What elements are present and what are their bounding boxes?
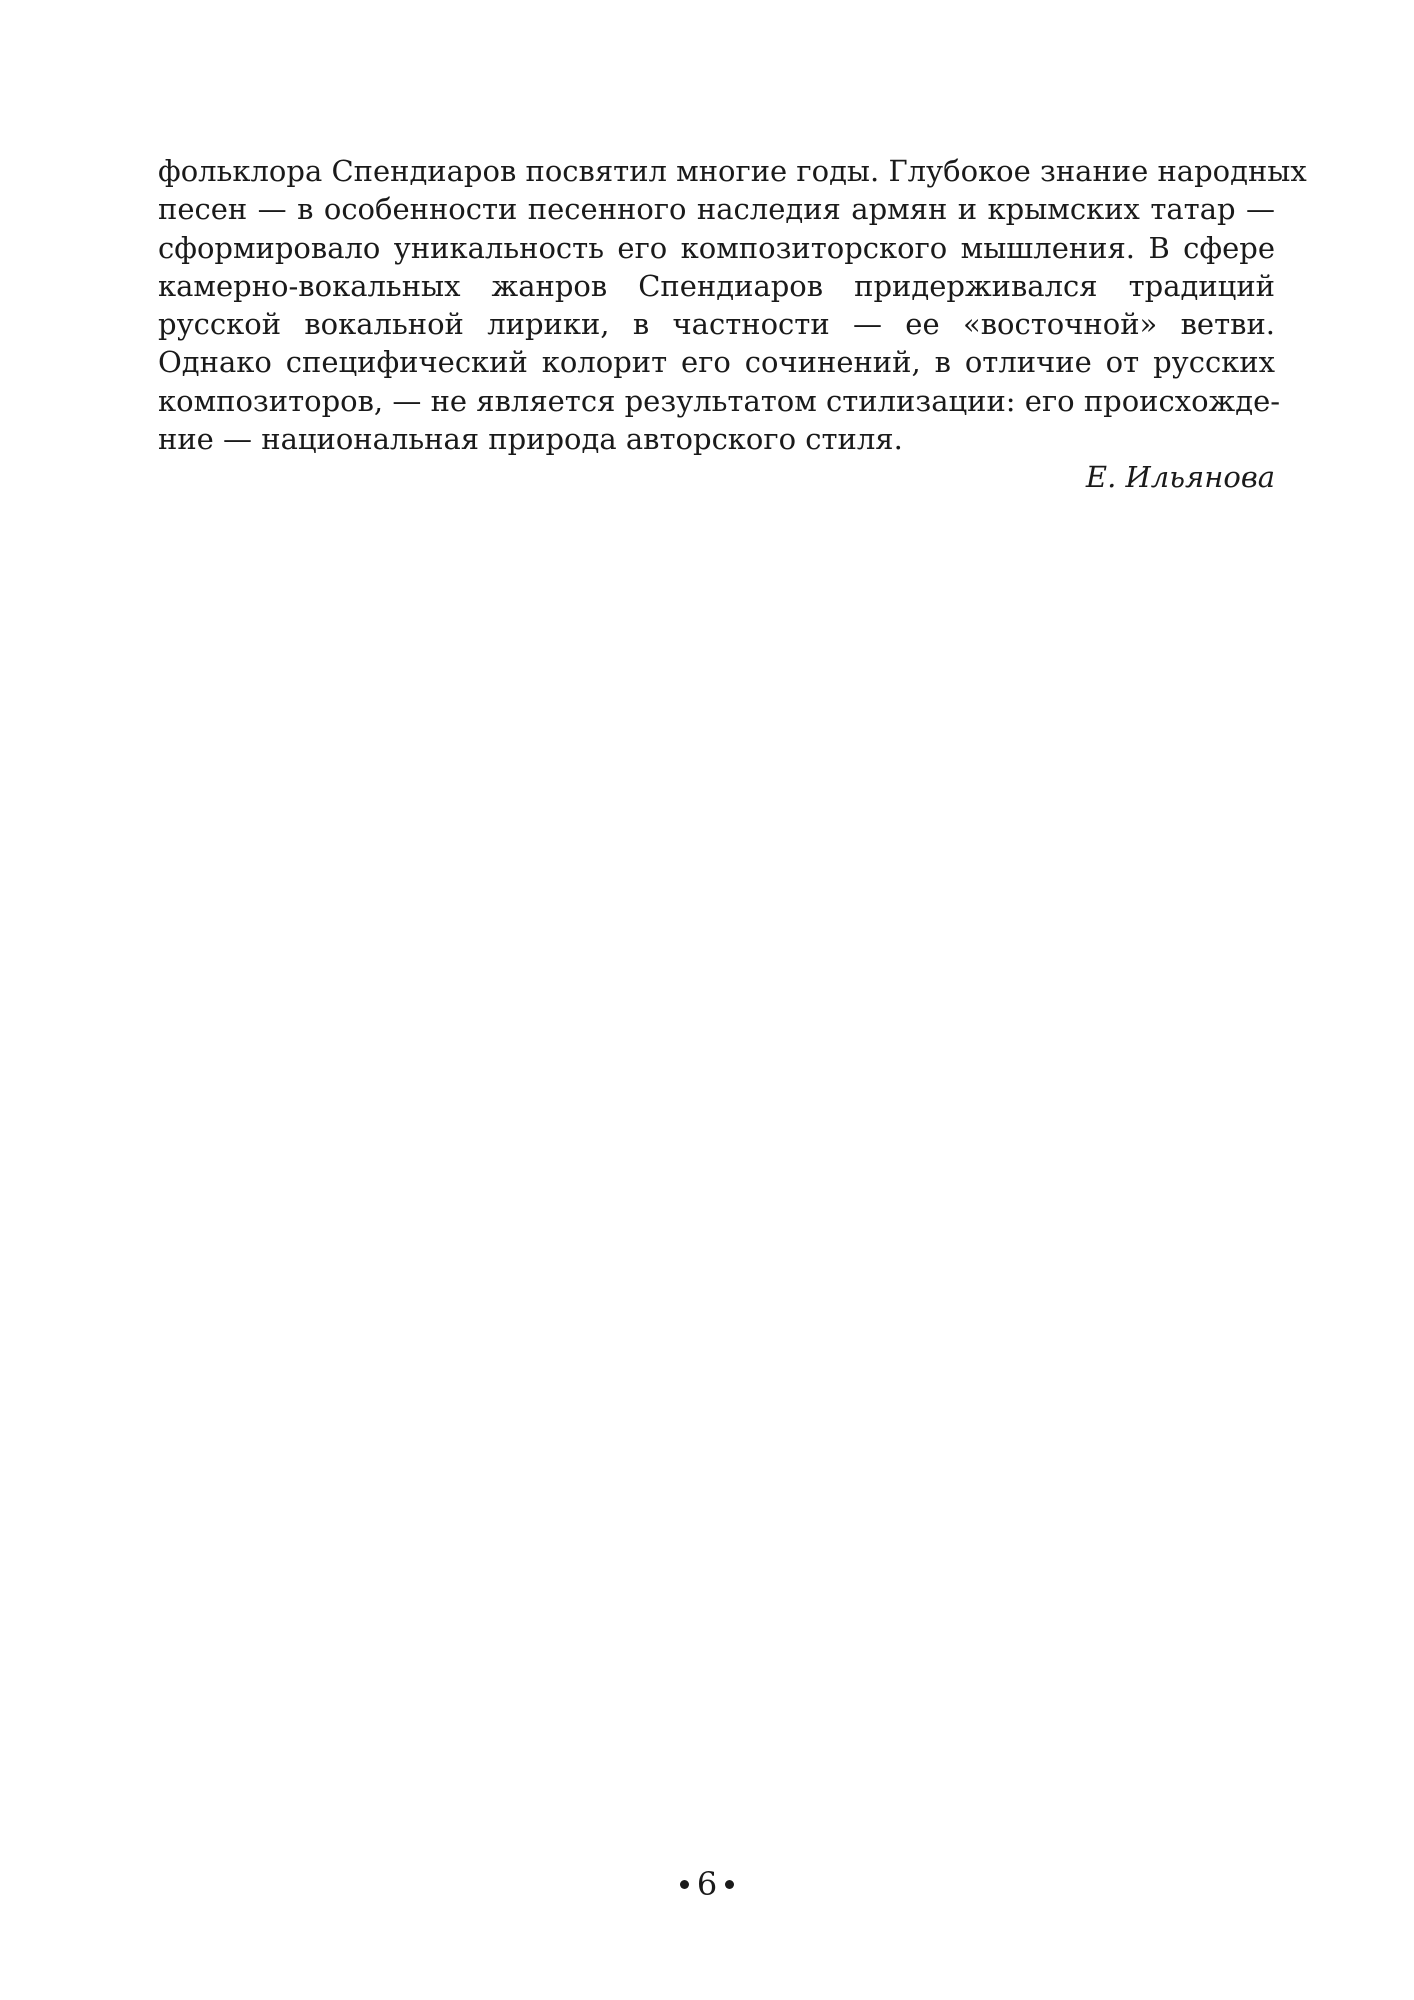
bullet-icon [725, 1880, 734, 1889]
text-line: Однако специфический колорит его сочинений, в отличие от русских [158, 345, 1275, 380]
text-line: фольклора Спендиаров посвятил многие годы. Глубокое знание народных [158, 154, 1307, 188]
body-text [158, 152, 1307, 497]
text-line: композиторов, — не является результатом стилизации: его происхожде- [158, 383, 1281, 418]
text-line: ние — национальная природа авторского стиля. [158, 422, 903, 457]
text-line: сформировало уникальность его композиторского мышления. В сфере [158, 230, 1275, 265]
bullet-icon [680, 1880, 689, 1889]
text-line: русской вокальной лирики, в частности — ее «восточной» ветви. [158, 307, 1275, 342]
text-line: камерно-вокальных жанров Спендиаров придерживался традиций [158, 268, 1275, 303]
author-signature: Е. Ильянова [1085, 460, 1275, 495]
text-line: песен — в особенности песенного наследия армян и крымских татар — [158, 192, 1275, 227]
page-number [0, 1864, 1414, 1904]
page-number-value: 6 [696, 1865, 718, 1903]
